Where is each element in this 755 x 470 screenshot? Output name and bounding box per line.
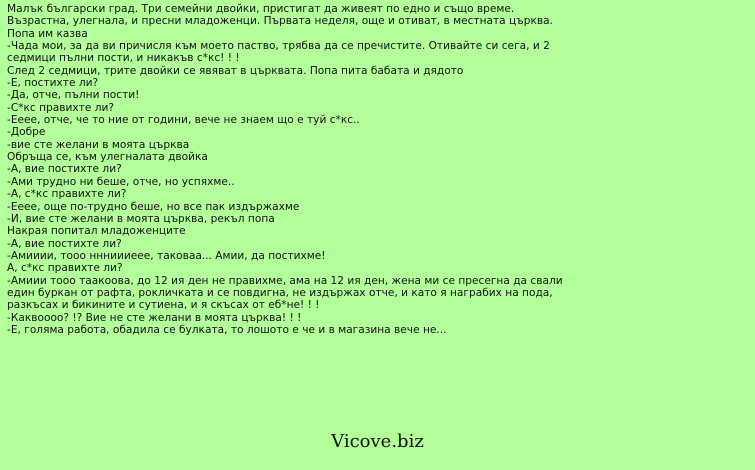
- joke-line: -Амиии тооо таакоова, до 12 ия ден не правихме, ама на 12 ия ден, жена ми се пресегна да свали: [7, 274, 563, 287]
- joke-line: Малък български град. Три семейни двойки, пристигат да живеят по едно и също време.: [7, 3, 515, 15]
- joke-line: -Каквоооо? !? Вие не сте желани в моята църква! ! !: [7, 311, 302, 324]
- joke-line: Попа им казва: [7, 27, 88, 40]
- joke-line: -вие сте желани в моята църква: [7, 138, 190, 151]
- joke-line: седмици пълни пости, и никакъв с*кс! ! !: [7, 52, 240, 65]
- joke-line: -И, вие сте желани в моята църква, рекъл попа: [7, 212, 275, 225]
- joke-line: един буркан от рафта, рокличката и се повдигна, не издържах отче, и като я награбих на пода,: [7, 286, 553, 299]
- joke-line: -Амииии, тооо ннниииеее, таковаа... Амии, да постихме!: [7, 249, 326, 262]
- joke-line: -Ееее, отче, че то ние от години, вече не знаем що е туй с*кс..: [7, 114, 360, 127]
- site-watermark: Vicove.biz: [331, 431, 424, 452]
- joke-line: -Ееее, още по-трудно беше, но все пак издържахме: [7, 200, 300, 213]
- joke-line: Обръща се, към улегналата двойка: [7, 151, 208, 164]
- joke-line: -Е, голяма работа, обадила се булката, то лошото е че и в магазина вече не...: [7, 323, 447, 336]
- joke-text: [7, 3, 751, 336]
- joke-line: -Чада мои, за да ви причисля към моето паство, трябва да се пречистите. Отивайте си сега, и 2: [7, 40, 550, 53]
- joke-line: -С*кс правихте ли?: [7, 101, 114, 114]
- joke-line: Накрая попитал младоженците: [7, 225, 186, 238]
- joke-line: -А, с*кс правихте ли?: [7, 188, 127, 201]
- joke-line: разкъсах и бикините и сутиена, и я скъсах от еб*не! ! !: [7, 299, 320, 312]
- joke-line: А, с*кс правихте ли?: [7, 262, 123, 275]
- joke-line: -А, вие постихте ли?: [7, 163, 122, 176]
- joke-line: -Да, отче, пълни пости!: [7, 89, 140, 102]
- joke-line: След 2 седмици, трите двойки се явяват в църквата. Попа пита бабата и дядото: [7, 64, 464, 77]
- joke-line: -Добре: [7, 126, 46, 139]
- joke-line: -Ами трудно ни беше, отче, но успяхме..: [7, 175, 235, 188]
- joke-line: Възрастна, улегнала, и пресни младоженци. Първата неделя, още и отиват, в местната църква.: [7, 15, 553, 28]
- joke-line: -Е, постихте ли?: [7, 77, 99, 90]
- joke-line: -А, вие постихте ли?: [7, 237, 122, 250]
